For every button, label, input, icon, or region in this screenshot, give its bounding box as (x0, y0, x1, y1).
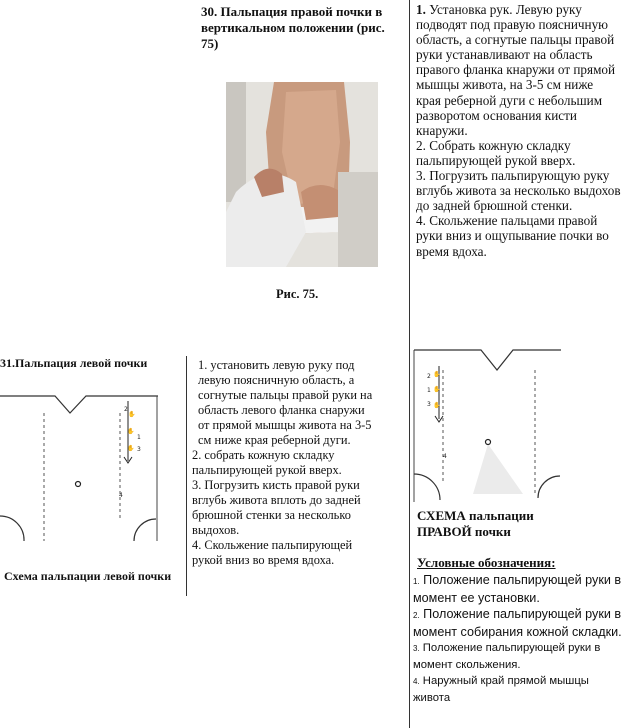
section-31-title: 31.Пальпация левой почки (0, 356, 148, 370)
step-item: 1. Установка рук. Левую руку подводят под правую поясничную область, а согнутые пальцы правой руки устанавливают на область правого фланка кнаружи от прямой мышцы живота, на 3-5 см ниже края реберной дуги с небольшим разворотом основания кисти кнаружи. (416, 2, 616, 138)
step-item: 2. Собрать кожную складку пальпирующей рукой вверх. (416, 137, 576, 168)
diagram-label: 1 (427, 387, 431, 394)
right-schema-title: СХЕМА пальпации ПРАВОЙ почки (417, 508, 534, 539)
svg-text:✋: ✋ (127, 428, 135, 435)
svg-text:✋: ✋ (127, 445, 135, 452)
step-item: 2. собрать кожную складку пальпирующей рукой вверх. (192, 448, 342, 477)
figure-75-photo (226, 82, 378, 267)
figure-75-caption: Рис. 75. (276, 287, 319, 301)
column-divider (409, 0, 410, 728)
right-kidney-diagram (413, 344, 561, 504)
svg-text:✋: ✋ (433, 371, 441, 378)
svg-text:✋: ✋ (128, 411, 136, 418)
diagram-label: 4 (443, 453, 447, 460)
svg-text:✋: ✋ (433, 386, 441, 393)
left-kidney-diagram (0, 391, 158, 546)
diagram-label: 4 (119, 492, 123, 499)
section-31-steps (192, 358, 376, 568)
diagram-label: 2 (124, 406, 128, 413)
legend-title: Условные обозначения: (417, 555, 556, 570)
diagram-label: 2 (427, 373, 431, 380)
legend-item: 1. Положение пальпирующей руки в момент ее установки. (413, 573, 622, 605)
diagram-label: 3 (427, 401, 431, 408)
diagram-label: 1 (137, 434, 141, 441)
section-30-steps (416, 2, 621, 259)
step-item: 3. Погрузить кисть правой руки вглубь живота вплоть до задней брюшной стенки за несколько выдохов. (192, 478, 361, 537)
legend-item: 3. Положение пальпирующей руки в момент скольжения. (413, 642, 601, 671)
step-item: 1. установить левую руку под левую поясничную область, а согнутые пальцы правой руки на область левого фланка снаружи от прямой мышцы живота на 3-5 см ниже края реберной дуги. (198, 358, 373, 447)
legend-item: 2. Положение пальпирующей руки в момент собирания кожной складки. (413, 607, 622, 639)
column-divider (186, 356, 187, 596)
svg-text:✋: ✋ (433, 402, 441, 409)
legend-item: 4. Наружный край прямой мышцы живота (413, 675, 589, 704)
legend (413, 572, 623, 706)
step-item: 3. Погрузить пальпирующую руку вглубь живота за несколько выдохов до задней брюшной стенки. (416, 168, 621, 214)
left-diagram-caption: Схема пальпации левой почки (4, 569, 172, 583)
section-30-title: 30. Пальпация правой почки в вертикальном положении (рис. 75) (201, 4, 385, 51)
step-item: 4. Скольжение пальпирующей рукой вниз во время вдоха. (192, 538, 353, 567)
step-item: 4. Скольжение пальцами правой руки вниз и ощупывание почки во время вдоха. (416, 213, 609, 259)
diagram-label: 3 (137, 446, 141, 453)
